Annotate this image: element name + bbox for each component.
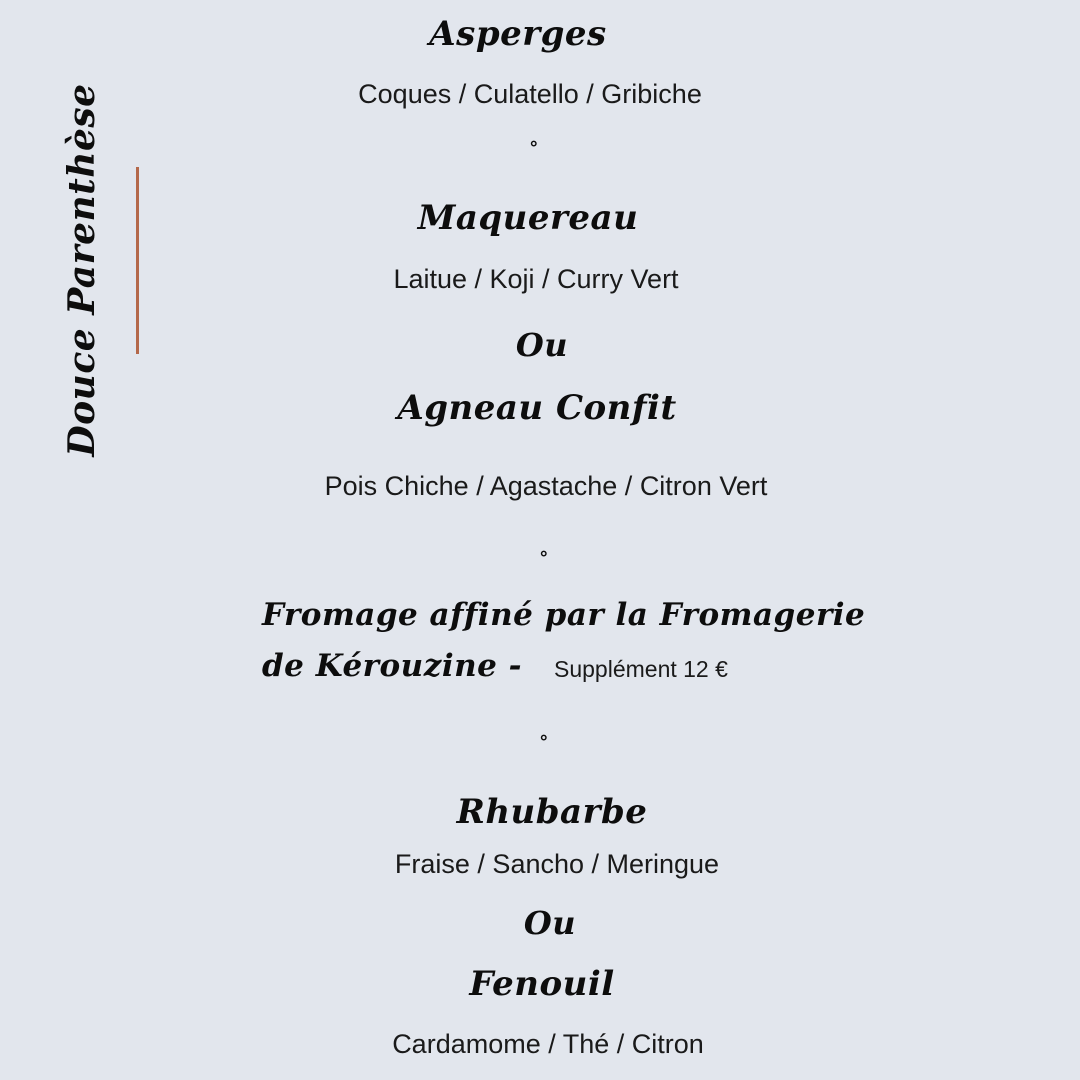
dish-rhubarbe-name: Rhubarbe (456, 792, 648, 832)
cheese-line-2: de Kérouzine - (262, 648, 523, 684)
separator-1: ° (529, 138, 539, 159)
dish-rhubarbe-desc: Fraise / Sancho / Meringue (394, 849, 720, 879)
cheese-supplement: Supplément 12 € (554, 656, 728, 682)
dish-fenouil-name: Fenouil (469, 964, 615, 1004)
dish-agneau-desc: Pois Chiche / Agastache / Citron Vert (324, 471, 768, 501)
accent-rule (136, 167, 139, 354)
or-label-1: Ou (515, 326, 569, 364)
or-label-2: Ou (523, 904, 577, 942)
dish-asperges-name: Asperges (429, 14, 607, 54)
dish-asperges-desc: Coques / Culatello / Gribiche (358, 79, 702, 109)
separator-3: ° (539, 732, 549, 753)
dish-maquereau-desc: Laitue / Koji / Curry Vert (393, 264, 679, 294)
dish-maquereau-name: Maquereau (417, 198, 639, 238)
cheese-line-1: Fromage affiné par la Fromagerie (262, 597, 866, 633)
dish-fenouil-desc: Cardamome / Thé / Citron (392, 1029, 704, 1059)
menu-title: Douce Parenthèse (61, 83, 103, 457)
separator-2: ° (539, 548, 549, 569)
dish-agneau-name: Agneau Confit (397, 388, 677, 428)
